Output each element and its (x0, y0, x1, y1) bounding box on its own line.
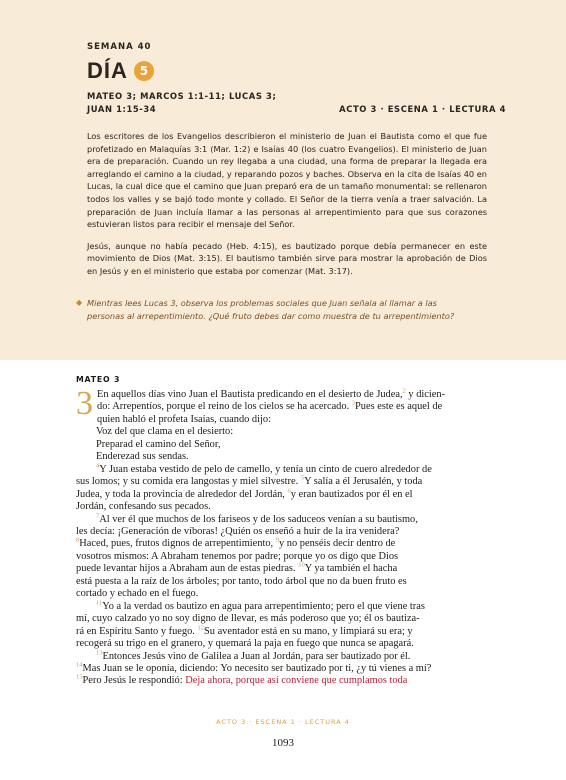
scripture-passage (76, 375, 496, 688)
scripture-line: $^4$Y Juan estaba vestido de pelo de camello, y tenía un cinto de cuero alrededor de (96, 462, 432, 475)
references-line-1: MATEO 3; MARCOS 1:1-11; LUCAS 3; (87, 91, 277, 101)
scripture-line: puede levantar hijos a Abraham aun de estas piedras. $^{10}$Y ya también el hacha (76, 561, 398, 575)
verse-number: 3 (351, 399, 356, 407)
references-line-2: JUAN 1:15-34 (87, 104, 157, 114)
scripture-line: recogerá su trigo en el granero, y quemará la paja en fuego que nunca se apagará. (76, 638, 414, 650)
verse-number: 12 (197, 624, 204, 632)
verse-number: 8 (76, 536, 80, 544)
book-chapter-label: MATEO 3 (76, 375, 121, 384)
scripture-line: $^{14}$Mas Juan se le oponía, diciendo: Yo necesito ser bautizado por ti, ¿y tú vienes a mí? (76, 661, 432, 674)
scripture-line: Jordán, confesando sus pecados. (76, 501, 211, 513)
scripture-line: $^7$Al ver él que muchos de los fariseos y de los saduceos venían a su bautismo, (96, 512, 418, 525)
verse-number: 5 (300, 474, 305, 482)
verse-number: 13 (96, 649, 103, 657)
words-of-jesus: Deja ahora, porque así conviene que cumplamos toda (185, 675, 408, 687)
scripture-line: $^{11}$Yo a la verdad os bautizo en agua para arrepentimiento; pero el que viene tras (96, 599, 425, 612)
diamond-bullet-icon: ◆ (76, 298, 83, 307)
day-title: DÍA (87, 58, 128, 83)
poetry-line: Preparad el camino del Señor, (96, 438, 221, 450)
verse-number: 2 (402, 387, 406, 395)
scripture-line: vosotros mismos: A Abraham tenemos por padre; porque yo os digo que Dios (76, 550, 399, 562)
scripture-line: En aquellos días vino Juan el Bautista predicando en el desierto de Judea,$^2$ y dicien- (97, 387, 446, 400)
verse-number: 15 (76, 673, 83, 681)
scripture-line: sus lomos; y su comida era langostas y miel silvestre. $^5$Y salía a él Jerusalén, y toda (76, 474, 423, 488)
scripture-line: $^{13}$Entonces Jesús vino de Galilea a Juan al Jordán, para ser bautizado por él. (96, 649, 411, 662)
scripture-line: quien habló el profeta Isaías, cuando dijo: (97, 413, 271, 425)
scripture-line: cortado y echado en el fuego. (76, 588, 199, 600)
act-scene-reading: ACTO 3 · ESCENA 1 · LECTURA 4 (339, 104, 506, 114)
verse-number: 11 (96, 599, 103, 607)
scripture-line: mí, cuyo calzado yo no soy digno de llevar, es más poderoso que yo; él os bautiza- (76, 613, 420, 625)
verse-number: 7 (96, 512, 100, 520)
verse-number: 6 (287, 487, 291, 495)
scripture-line: les decía: ¡Generación de víboras! ¿Quién os enseñó a huir de la ira venidera? (76, 525, 400, 537)
scripture-line: $^8$Haced, pues, frutos dignos de arrepentimiento, $^9$y no penséis decir dentro de (76, 536, 396, 550)
reading-references-row (87, 90, 506, 116)
scripture-line: Judea, y toda la provincia de alrededor del Jordán, $^6$y eran bautizados por él en el (76, 487, 413, 500)
scripture-text (76, 385, 496, 688)
scripture-line: está puesta a la raíz de los árboles; por tanto, todo árbol que no da buen fruto es (76, 575, 407, 587)
verse-number: 9 (275, 536, 280, 544)
running-footer: ACTO 3 · ESCENA 1 · LECTURA 4 (216, 718, 350, 726)
reading-references (87, 90, 339, 116)
scripture-line: rá en Espíritu Santo y fuego. $^{12}$Su aventador está en su mano, y limpiará su era; y (76, 624, 413, 637)
intro-paragraph-1: Los escritores de los Evangelios describieron el ministerio de Juan el Bautista como el que fue profetizado en Malaquías 3:1 (Mar. 1:2) e Isaías 40 (los cuatro Evangelios). El ministerio de Juan era de preparación. Cuando un rey llegaba a una ciudad, una forma de preparar la llegada era arreglando el camino a la ciudad, y reparando pozos y baches. Observa en la cita de Isaías 40 en Lucas, la cual dice que el camino que Juan preparó era de un tamaño monumental: se rellenaron todos los valles y se bajó todo monte y collado. El Señor de la tierra venía a traer salvación. La preparación de Juan incluía llamar a las personas al arrepentimiento para que sus corazones estuvieran listos para recibir el mensaje del Señor. (87, 131, 487, 230)
week-label: SEMANA 40 (87, 42, 152, 52)
chapter-dropcap: 3 (76, 385, 93, 422)
scripture-line: $^{15}$Pero Jesús le respondió: Deja ahora, porque así conviene que cumplamos toda (76, 673, 408, 687)
intro-text (87, 130, 487, 287)
poetry-line: Enderezad sus sendas. (96, 451, 189, 463)
reading-header (87, 42, 506, 116)
verse-number: 14 (76, 661, 83, 669)
day-number-badge: 5 (134, 61, 154, 81)
reflection-question-text: Mientras lees Lucas 3, observa los problemas sociales que Juan señala al llamar a las personas al arrepentimiento. ¿Qué fruto debes dar como muestra de tu arrepentimiento? (87, 298, 455, 321)
reflection-question (76, 297, 476, 322)
day-row (87, 58, 506, 84)
scripture-line: do: Arrepentíos, porque el reino de los cielos se ha acercado. $^3$Pues este es aquel de (97, 399, 443, 413)
page-number: 1093 (272, 737, 294, 749)
verse-number: 4 (96, 462, 100, 470)
verse-number: 10 (298, 561, 305, 569)
poetry-line: Voz del que clama en el desierto: (96, 426, 234, 438)
devotional-panel (0, 0, 566, 360)
intro-paragraph-2: Jesús, aunque no había pecado (Heb. 4:15), es bautizado porque debía permanecer en este movimiento de Dios (Mat. 3:15). El bautismo también sirve para mostrar la aprobación de Dios en Jesús y en el ministerio que estaba por comenzar (Mat. 3:17). (87, 240, 487, 276)
